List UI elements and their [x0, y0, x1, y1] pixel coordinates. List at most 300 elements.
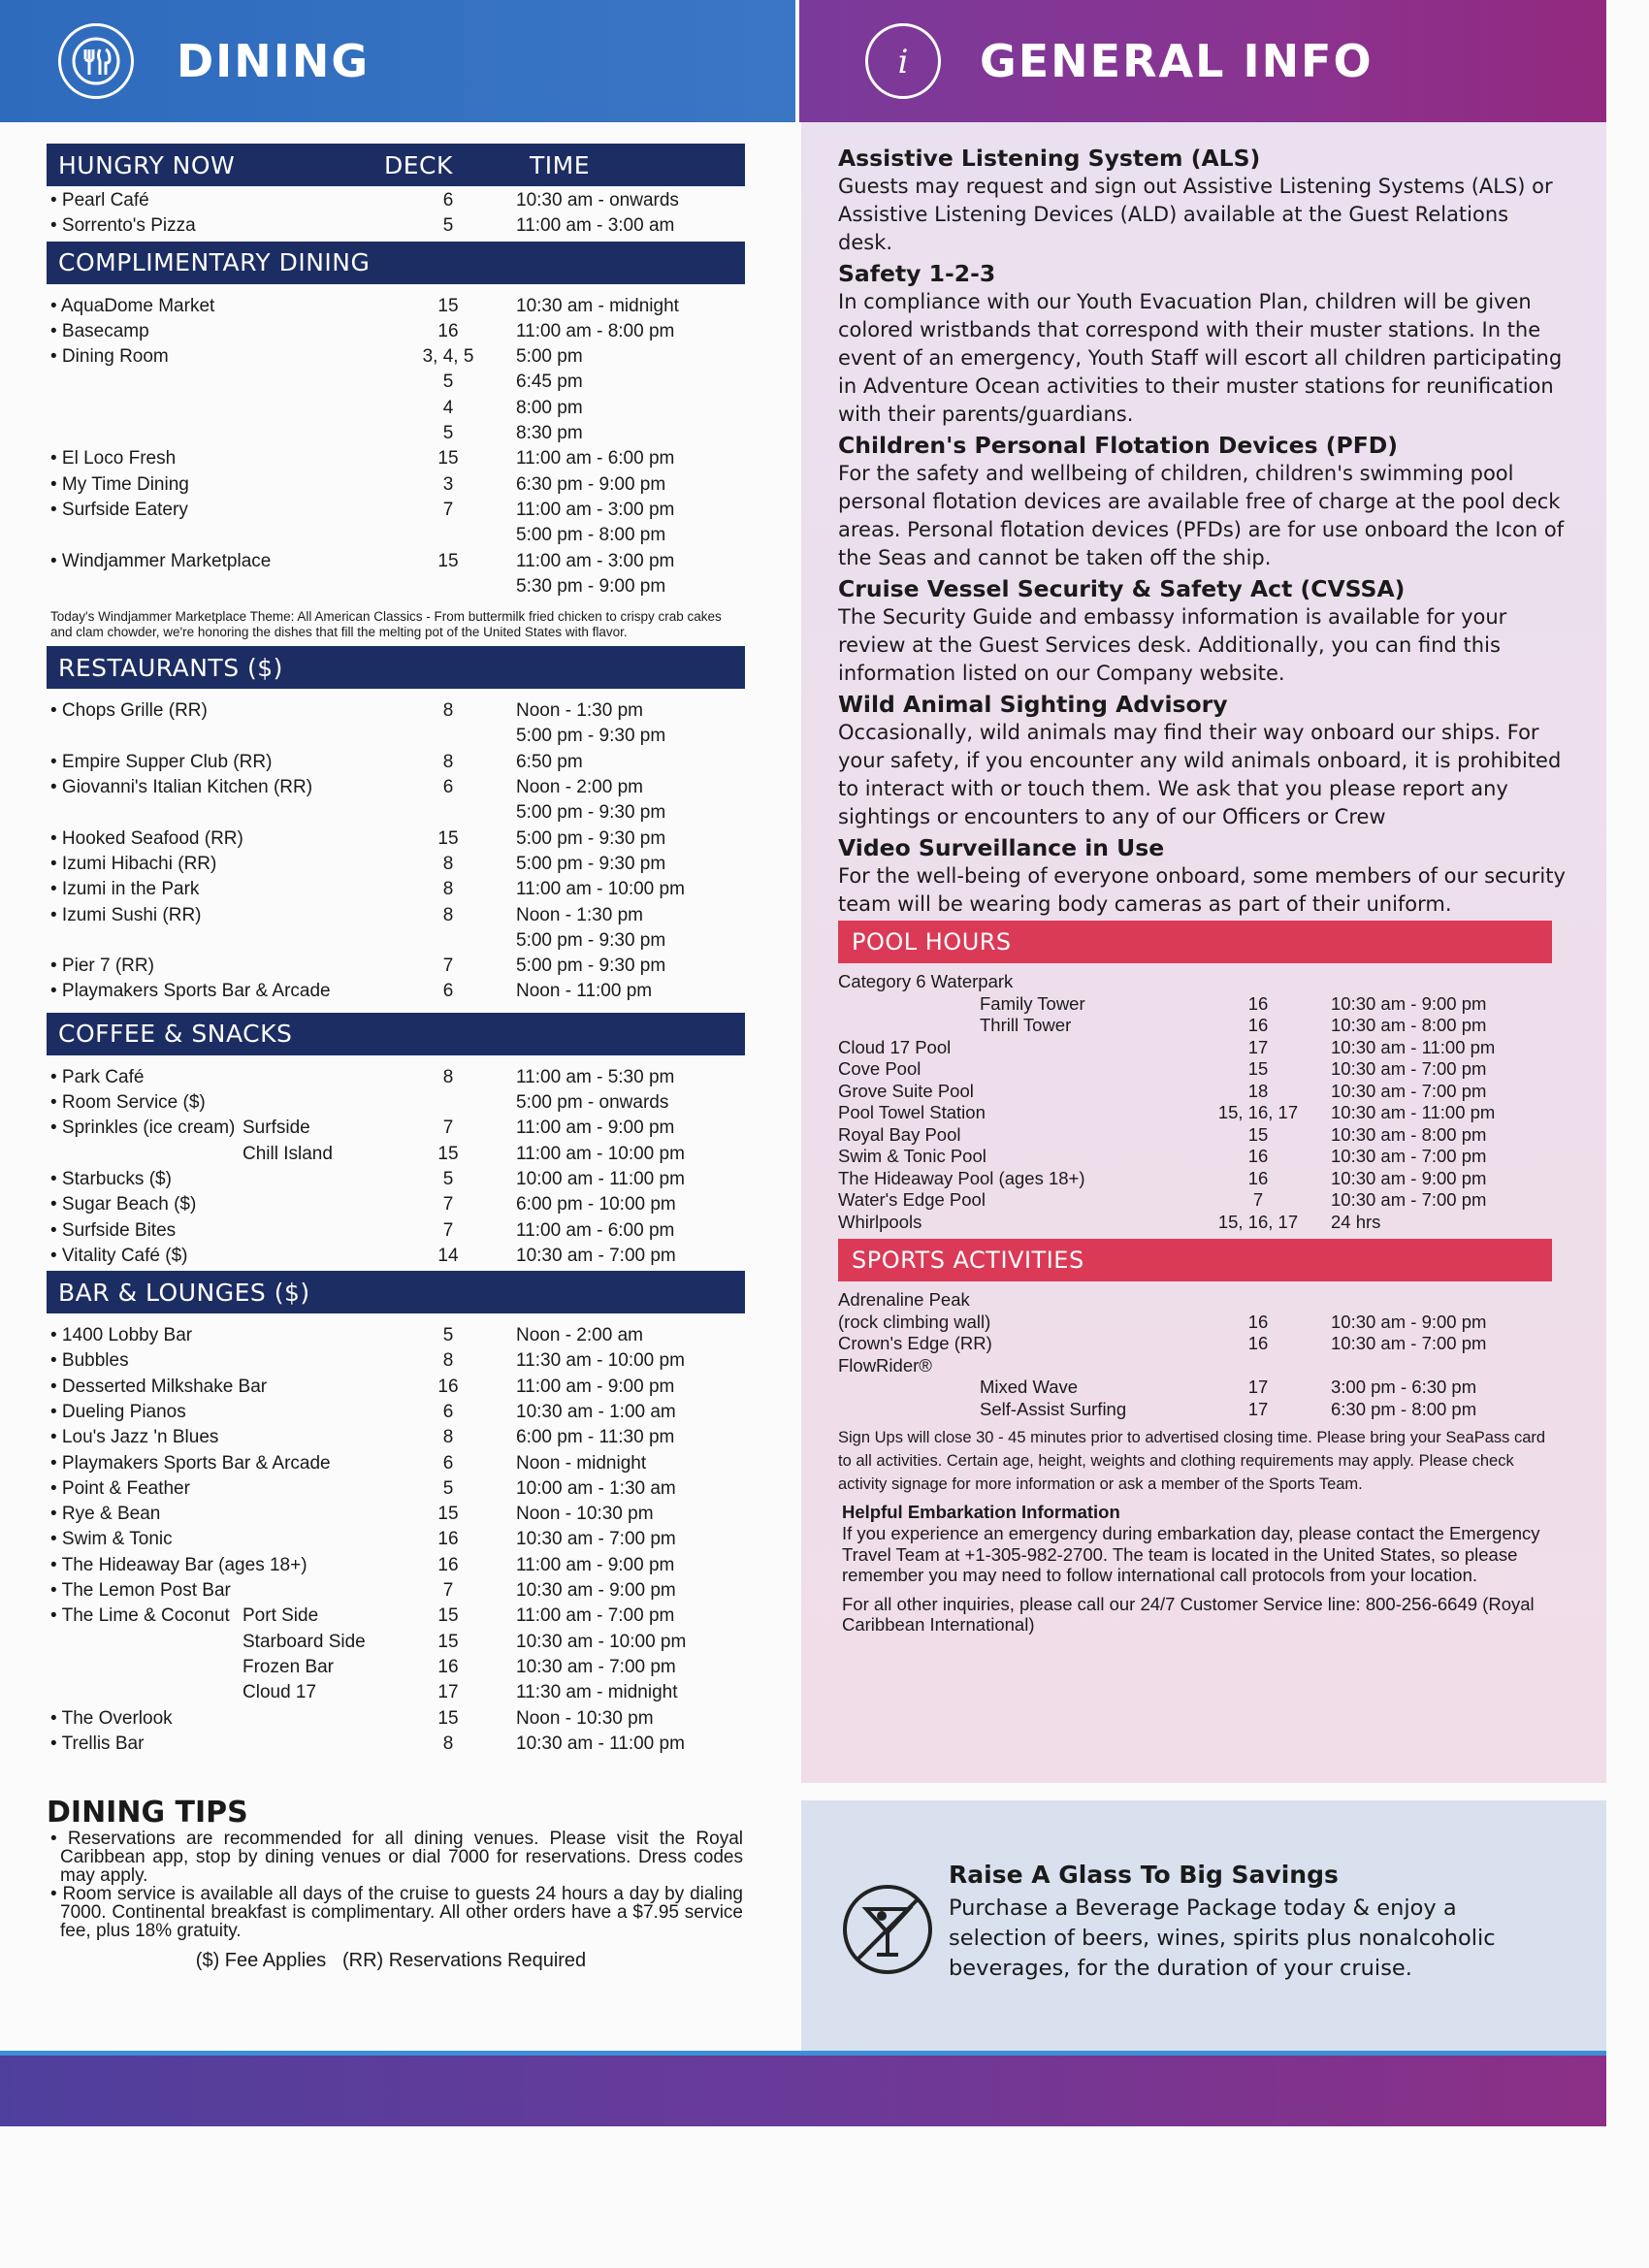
venue-location: Frozen Bar — [242, 1656, 334, 1677]
embarkation-heading: Helpful Embarkation Information — [842, 1502, 1120, 1522]
time-cell: Noon - 1:30 pm — [516, 904, 643, 925]
venue-name: • El Loco Fresh — [50, 448, 177, 470]
venue-name: • The Lime & Coconut — [50, 1605, 230, 1627]
table-row — [47, 928, 745, 954]
time-cell: 10:30 am - 7:00 pm — [1331, 1333, 1487, 1353]
schedule-row — [838, 1333, 1568, 1355]
deck-cell: 8 — [442, 904, 454, 925]
time-cell: 5:00 pm - 9:30 pm — [516, 827, 666, 849]
deck-cell — [1185, 1289, 1331, 1312]
time-cell: 5:00 pm - 9:30 pm — [516, 853, 666, 874]
venue-name-cell — [47, 1630, 392, 1655]
deck-cell: 7 — [442, 1194, 454, 1215]
table-row — [47, 852, 745, 877]
venue-name-cell — [47, 1680, 392, 1705]
venue-name-cell — [47, 370, 392, 395]
venue-name-cell — [47, 852, 392, 877]
venue-name: • Pearl Café — [50, 190, 149, 211]
time-cell: 5:00 pm - 9:30 pm — [516, 802, 666, 824]
venue-name-cell — [47, 1578, 392, 1604]
time-cell: 6:45 pm — [516, 372, 583, 393]
time-cell: 11:00 am - 6:00 pm — [516, 448, 675, 470]
venue-name-cell — [47, 1065, 392, 1090]
time-cell: 11:00 am - 9:00 pm — [516, 1554, 675, 1575]
dining-title: DINING — [177, 35, 371, 87]
time-cell: 10:30 am - 7:00 pm — [516, 1529, 676, 1550]
schedule-row — [838, 1058, 1568, 1081]
venue-name: • Lou's Jazz 'n Blues — [50, 1427, 219, 1448]
info-heading: Video Surveillance in Use — [838, 834, 1165, 861]
table-row — [47, 1323, 745, 1348]
venue-location: Surfside — [242, 1118, 310, 1139]
time-cell: 10:30 am - 9:00 pm — [516, 1580, 676, 1602]
deck-cell: 16 — [437, 1554, 459, 1575]
sports-bar — [838, 1239, 1552, 1281]
embarkation-body: If you experience an emergency during embarkation day, please contact the Emergency Travel Team at +1-305-982-2700. The team is located in the United States, so please remember you may need to follow international call protocols from your location. — [842, 1523, 1540, 1585]
venue-name: • 1400 Lobby Bar — [50, 1325, 193, 1346]
deck-cell: 6 — [442, 190, 454, 211]
venue-name-cell — [47, 928, 392, 954]
info-heading: Wild Animal Sighting Advisory — [838, 691, 1228, 718]
venue-name — [50, 1142, 242, 1167]
time-cell: 10:30 am - 1:00 am — [516, 1401, 676, 1422]
time-cell: 10:30 am - 10:00 pm — [516, 1631, 687, 1652]
venue-location: Port Side — [242, 1605, 319, 1627]
table-row — [47, 1553, 745, 1578]
hungry-now-bar — [47, 144, 745, 186]
table-row — [47, 498, 745, 523]
table-row — [47, 1502, 745, 1527]
time-cell: 11:00 am - 6:00 pm — [516, 1219, 675, 1241]
venue-location: Starboard Side — [242, 1631, 366, 1652]
time-cell: Noon - 10:30 pm — [516, 1504, 654, 1525]
deck-cell: 6 — [442, 1401, 454, 1422]
venue-name-cell — [47, 1323, 392, 1348]
venue-name-cell — [47, 1192, 392, 1217]
deck-cell: 16 — [437, 1376, 459, 1397]
schedule-row — [838, 1081, 1568, 1103]
table-row — [47, 1400, 745, 1425]
activity-name: Cove Pool — [838, 1058, 922, 1079]
no-cocktail-icon — [840, 1882, 935, 1977]
schedule-row — [838, 1189, 1568, 1212]
venue-name: • Park Café — [50, 1066, 145, 1087]
venue-name-cell — [47, 877, 392, 902]
activity-name: Water's Edge Pool — [838, 1189, 986, 1210]
venue-name: • Surfside Eatery — [50, 499, 188, 520]
time-cell: 5:00 pm - 9:30 pm — [516, 726, 666, 747]
deck-cell: 8 — [442, 751, 454, 772]
deck-cell: 6 — [442, 1452, 454, 1474]
deck-cell: 5 — [442, 1325, 454, 1346]
time-cell: 5:00 pm - 9:30 pm — [516, 929, 666, 951]
deck-cell: 7 — [442, 499, 454, 520]
schedule-row — [838, 1212, 1568, 1234]
table-row — [47, 1655, 745, 1680]
venue-name-cell — [47, 1244, 392, 1269]
time-cell: 11:00 am - 5:30 pm — [516, 1066, 675, 1087]
time-cell: 10:30 am - 7:00 pm — [1331, 1189, 1487, 1210]
venue-name-cell — [47, 1348, 392, 1374]
info-sections — [838, 144, 1568, 919]
venue-name-cell — [47, 954, 392, 979]
utensils-icon — [58, 23, 134, 99]
table-row — [47, 724, 745, 749]
table-row — [47, 396, 745, 421]
deck-cell: 7 — [442, 956, 454, 977]
schedule-row — [838, 1168, 1568, 1190]
deck-cell — [1185, 971, 1331, 993]
venue-name-cell — [47, 523, 392, 548]
venue-name: • Dining Room — [50, 346, 169, 368]
schedule-row — [838, 1312, 1568, 1334]
venue-name-cell — [47, 472, 392, 498]
time-cell: 3:00 pm - 6:30 pm — [1331, 1377, 1477, 1397]
venue-name-cell — [47, 1655, 392, 1680]
venue-name: • My Time Dining — [50, 473, 189, 495]
venue-name: • Empire Supper Club (RR) — [50, 751, 273, 772]
venue-name-cell — [47, 294, 392, 319]
deck-cell: 16 — [1247, 1311, 1269, 1332]
venue-name-cell — [47, 1116, 392, 1141]
deck-cell: 16 — [437, 320, 459, 341]
deck-cell: 8 — [442, 1350, 454, 1372]
venue-name-cell — [47, 1476, 392, 1502]
venue-name-cell — [47, 1451, 392, 1476]
table-row — [47, 1527, 745, 1552]
restaurants-heading: RESTAURANTS ($) — [58, 653, 283, 682]
activity-name: Category 6 Waterpark — [838, 971, 1014, 991]
venue-name-cell — [47, 574, 392, 599]
dining-column — [47, 144, 745, 1972]
venue-name: • Swim & Tonic — [50, 1529, 173, 1550]
venue-name-cell — [47, 213, 392, 239]
venue-name: • The Overlook — [50, 1707, 173, 1729]
sports-heading: SPORTS ACTIVITIES — [852, 1247, 1084, 1274]
deck-cell: 15 — [1247, 1123, 1269, 1145]
info-header — [799, 0, 1606, 122]
venue-name: • Chops Grille (RR) — [50, 700, 208, 722]
complimentary-rows — [47, 284, 745, 602]
activity-name: Adrenaline Peak — [838, 1289, 970, 1310]
time-cell: 11:30 am - 10:00 pm — [516, 1350, 685, 1372]
deck-cell: 7 — [442, 1219, 454, 1241]
time-cell: 11:00 am - 3:00 am — [516, 215, 675, 237]
table-row — [47, 1578, 745, 1604]
venue-name-cell — [47, 549, 392, 574]
deck-cell — [1185, 1355, 1331, 1377]
deck-cell: 8 — [442, 700, 454, 722]
venue-name-cell — [47, 1400, 392, 1425]
venue-name-cell — [47, 1706, 392, 1732]
deck-cell: 15 — [437, 1707, 459, 1729]
info-heading: Children's Personal Flotation Devices (PFD) — [838, 432, 1399, 459]
activity-name: Pool Towel Station — [838, 1102, 986, 1122]
venue-name: • AquaDome Market — [50, 295, 215, 316]
svg-text:i: i — [897, 43, 909, 81]
venue-name: • Izumi Sushi (RR) — [50, 904, 202, 925]
venue-name — [50, 1655, 242, 1680]
table-row — [47, 1192, 745, 1217]
schedule-row — [838, 1399, 1568, 1421]
deck-cell: 5 — [442, 215, 454, 237]
info-column — [838, 142, 1568, 1636]
deck-cell: 18 — [1247, 1080, 1269, 1101]
info-body: For the well-being of everyone onboard, some members of our security team will be wearing body cameras as part of their uniform. — [838, 864, 1566, 916]
time-cell: 11:00 am - 9:00 pm — [516, 1376, 675, 1397]
venue-name: • Hooked Seafood (RR) — [50, 827, 243, 849]
table-row — [47, 421, 745, 446]
venue-name: • Rye & Bean — [50, 1504, 161, 1525]
venue-name-cell — [47, 1142, 392, 1167]
info-body: The Security Guide and embassy information is available for your review at the Guest Services desk. Additionally, you can find this information listed on our Company website. — [838, 605, 1507, 685]
bars-bar — [47, 1271, 745, 1313]
schedule-row — [838, 1377, 1568, 1399]
time-cell: 10:30 am - 7:00 pm — [1331, 1146, 1487, 1166]
schedule-row — [838, 1289, 1568, 1312]
table-row — [47, 954, 745, 979]
time-cell: 5:30 pm - 9:00 pm — [516, 575, 666, 597]
venue-name: • Bubbles — [50, 1350, 129, 1372]
activity-name: Grove Suite Pool — [838, 1080, 974, 1101]
venue-name: • The Lemon Post Bar — [50, 1580, 231, 1602]
schedule-row — [838, 1015, 1568, 1037]
deck-cell: 8 — [442, 1733, 454, 1754]
deck-cell: 14 — [437, 1245, 459, 1266]
info-body: For the safety and wellbeing of children, children's swimming pool personal flotation devices are available free of charge at the pool deck areas. Personal flotation devices (PFDs) are for use onboard the Icon of the Seas and cannot be taken off the ship. — [838, 462, 1565, 569]
deck-cell: 16 — [1247, 1333, 1269, 1353]
time-cell: Noon - 2:00 pm — [516, 777, 643, 798]
time-cell: 10:30 am - 11:00 pm — [1331, 1102, 1496, 1122]
table-row — [47, 523, 745, 548]
time-cell: 11:00 am - 7:00 pm — [516, 1605, 675, 1627]
venue-name — [50, 1630, 242, 1655]
time-cell: 10:30 am - midnight — [516, 295, 679, 316]
info-body: In compliance with our Youth Evacuation Plan, children will be given colored wristbands that correspond with their muster stations. In the event of an emergency, Youth Staff will escort all children participating in Adventure Ocean activities to their muster stations for reunification with their parents/guardians. — [838, 290, 1563, 426]
time-cell: 10:30 am - 9:00 pm — [1331, 1167, 1487, 1188]
deck-cell: 15 — [437, 1631, 459, 1652]
time-cell: 5:00 pm - 9:30 pm — [516, 956, 666, 977]
bars-heading: BAR & LOUNGES ($) — [58, 1278, 310, 1307]
promo-text: Purchase a Beverage Package today & enjoy a selection of beers, wines, spirits plus nonalcoholic beverages, for the duration of your cruise. — [949, 1895, 1496, 1981]
activity-name: Swim & Tonic Pool — [838, 1146, 986, 1166]
venue-name-cell — [47, 1527, 392, 1552]
deck-cell: 15, 16, 17 — [1217, 1102, 1299, 1122]
deck-cell — [392, 800, 504, 826]
bars-rows — [47, 1313, 745, 1759]
venue-name-cell — [47, 1375, 392, 1400]
hungry-now-heading: HUNGRY NOW — [58, 150, 236, 179]
footer-bar — [0, 2051, 1606, 2126]
deck-cell — [392, 574, 504, 599]
time-cell: 6:00 pm - 10:00 pm — [516, 1194, 676, 1215]
hungry-now-rows — [47, 186, 745, 242]
venue-name: • Surfside Bites — [50, 1219, 177, 1241]
venue-name-cell — [47, 498, 392, 523]
deck-cell: 8 — [442, 1427, 454, 1448]
pool-hours-bar — [838, 921, 1552, 963]
info-heading: Assistive Listening System (ALS) — [838, 145, 1261, 172]
venue-name-cell — [47, 903, 392, 928]
info-heading: Cruise Vessel Security & Safety Act (CVSSA) — [838, 575, 1406, 602]
beverage-promo — [801, 1800, 1606, 2051]
deck-cell: 15 — [437, 1504, 459, 1525]
time-cell: 24 hrs — [1331, 1211, 1381, 1232]
table-row — [47, 1218, 745, 1244]
venue-name-cell — [47, 1218, 392, 1244]
activity-name: FlowRider® — [838, 1354, 932, 1376]
deck-cell: 8 — [442, 879, 454, 900]
table-row — [47, 574, 745, 599]
venue-name: • Izumi in the Park — [50, 879, 200, 900]
venue-name-cell — [47, 1604, 392, 1629]
deck-cell: 16 — [437, 1529, 459, 1550]
venue-name-cell — [47, 698, 392, 724]
deck-cell: 3, 4, 5 — [422, 346, 474, 368]
deck-cell: 15 — [437, 295, 459, 316]
time-cell: Noon - 11:00 pm — [516, 981, 653, 1002]
venue-name-cell — [47, 775, 392, 800]
deck-cell — [392, 523, 504, 548]
table-row — [47, 1142, 745, 1167]
deck-cell: 8 — [442, 1066, 454, 1087]
deck-cell: 8 — [442, 853, 454, 874]
venue-name: • Pier 7 (RR) — [50, 956, 154, 977]
complimentary-bar — [47, 242, 745, 284]
deck-cell: 17 — [1247, 1398, 1269, 1419]
venue-name: • The Hideaway Bar (ages 18+) — [50, 1554, 307, 1575]
table-row — [47, 1630, 745, 1655]
venue-name: • Sorrento's Pizza — [50, 215, 196, 237]
deck-cell: 15, 16, 17 — [1217, 1211, 1299, 1232]
pool-rows — [838, 963, 1568, 1233]
time-cell — [1331, 1355, 1568, 1377]
time-cell: 11:30 am - midnight — [516, 1682, 678, 1703]
table-row — [47, 903, 745, 928]
table-row — [47, 1680, 745, 1705]
table-row — [47, 1167, 745, 1192]
deck-cell: 3 — [442, 473, 454, 495]
time-cell: 10:30 am - 9:00 pm — [1331, 992, 1487, 1014]
venue-name-cell — [47, 319, 392, 344]
schedule-row — [838, 971, 1568, 993]
venue-name: • Sugar Beach ($) — [50, 1194, 197, 1215]
venue-name: • Room Service ($) — [50, 1092, 206, 1114]
table-row — [47, 1065, 745, 1090]
windjammer-note: Today's Windjammer Marketplace Theme: All American Classics - From buttermilk fried chicken to crispy crab cakes and clam chowder, we're honoring the dishes that fill the melting pot of the United States with flavor. — [50, 609, 722, 640]
activity-name: Royal Bay Pool — [838, 1123, 961, 1145]
time-cell: Noon - 1:30 pm — [516, 700, 643, 722]
table-row — [47, 1348, 745, 1374]
restaurants-bar — [47, 646, 745, 689]
table-row — [47, 213, 745, 239]
table-row — [47, 1451, 745, 1476]
table-row — [47, 979, 745, 1004]
table-row — [47, 1732, 745, 1757]
venue-location: Cloud 17 — [242, 1682, 317, 1703]
deck-cell — [392, 928, 504, 954]
deck-cell: 15 — [437, 1605, 459, 1627]
deck-cell: 16 — [1247, 1167, 1269, 1188]
table-row — [47, 1706, 745, 1732]
venue-name: • Dueling Pianos — [50, 1401, 186, 1422]
dining-tips-title: DINING TIPS — [47, 1796, 248, 1831]
deck-cell: 4 — [442, 397, 454, 418]
time-cell: 10:30 am - 8:00 pm — [1331, 1123, 1487, 1145]
table-row — [47, 1244, 745, 1269]
time-cell: 6:30 pm - 8:00 pm — [1331, 1398, 1477, 1419]
table-row — [47, 319, 745, 344]
activity-name: Crown's Edge (RR) — [838, 1333, 992, 1353]
venue-name — [50, 1680, 242, 1705]
deck-cell: 6 — [442, 981, 454, 1002]
time-cell: 6:00 pm - 11:30 pm — [516, 1427, 675, 1448]
fee-legend: ($) Fee Applies (RR) Reservations Required — [195, 1950, 587, 1972]
deck-cell: 5 — [442, 1168, 454, 1189]
venue-name: • Starbucks ($) — [50, 1168, 172, 1189]
time-cell: 6:30 pm - 9:00 pm — [516, 473, 666, 495]
activity-name: Cloud 17 Pool — [838, 1036, 952, 1057]
deck-cell: 16 — [1247, 1146, 1269, 1166]
time-cell: 8:00 pm — [516, 397, 583, 418]
table-row — [47, 775, 745, 800]
complimentary-heading: COMPLIMENTARY DINING — [58, 248, 371, 277]
venue-name-cell — [47, 421, 392, 446]
table-row — [47, 877, 745, 902]
info-title: GENERAL INFO — [980, 35, 1374, 87]
time-cell: 5:00 pm — [516, 346, 583, 368]
time-cell: 10:30 am - 11:00 pm — [1331, 1036, 1496, 1057]
activity-name: Thrill Tower — [980, 1015, 1072, 1035]
deck-cell — [392, 724, 504, 749]
time-cell: 11:00 am - 10:00 pm — [516, 879, 685, 900]
table-row — [47, 1090, 745, 1116]
table-row — [47, 1476, 745, 1502]
time-cell: Noon - 10:30 pm — [516, 1707, 654, 1729]
venue-name-cell — [47, 800, 392, 826]
activity-name: Whirlpools — [838, 1211, 922, 1232]
time-cell: 10:30 am - 11:00 pm — [516, 1733, 685, 1754]
venue-name: • Trellis Bar — [50, 1733, 145, 1754]
activity-name: Family Tower — [980, 992, 1085, 1014]
table-row — [47, 188, 745, 213]
info-body: Guests may request and sign out Assistive Listening Systems (ALS) or Assistive Listening Devices (ALD) available at the Guest Relations desk. — [838, 175, 1553, 254]
table-row — [47, 750, 745, 775]
time-cell: 10:30 am - 7:00 pm — [1331, 1080, 1487, 1101]
time-cell: Noon - midnight — [516, 1452, 647, 1474]
sports-note: Sign Ups will close 30 - 45 minutes prior to advertised closing time. Please bring your SeaPass card to all activities. Certain age, height, weights and clothing requirements may apply. Please check activity signage for more information or ask a member of the Sports Team. — [838, 1429, 1546, 1493]
time-cell: 11:00 am - 10:00 pm — [516, 1143, 685, 1164]
venue-name-cell — [47, 750, 392, 775]
schedule-row — [838, 993, 1568, 1016]
deck-cell: 16 — [1247, 992, 1269, 1014]
venue-name-cell — [47, 188, 392, 213]
deck-cell: 15 — [437, 550, 459, 571]
table-row — [47, 826, 745, 852]
time-cell: 10:30 am - 7:00 pm — [1331, 1058, 1487, 1079]
venue-name-cell — [47, 826, 392, 852]
dining-tip: • Reservations are recommended for all dining venues. Please visit the Royal Caribbean app, stop by dining venues or dial 7000 for reservations. Dress codes may apply. — [50, 1829, 743, 1887]
time-cell: 10:30 am - 8:00 pm — [1331, 1015, 1487, 1035]
time-cell: 11:00 am - 3:00 pm — [516, 550, 675, 571]
time-cell: Noon - 2:00 am — [516, 1325, 643, 1346]
deck-cell — [392, 1090, 504, 1116]
deck-cell: 7 — [442, 1118, 454, 1139]
activity-name: The Hideaway Pool (ages 18+) — [838, 1167, 1085, 1188]
time-cell: 5:00 pm - 8:00 pm — [516, 525, 666, 546]
table-row — [47, 370, 745, 395]
table-row — [47, 1375, 745, 1400]
